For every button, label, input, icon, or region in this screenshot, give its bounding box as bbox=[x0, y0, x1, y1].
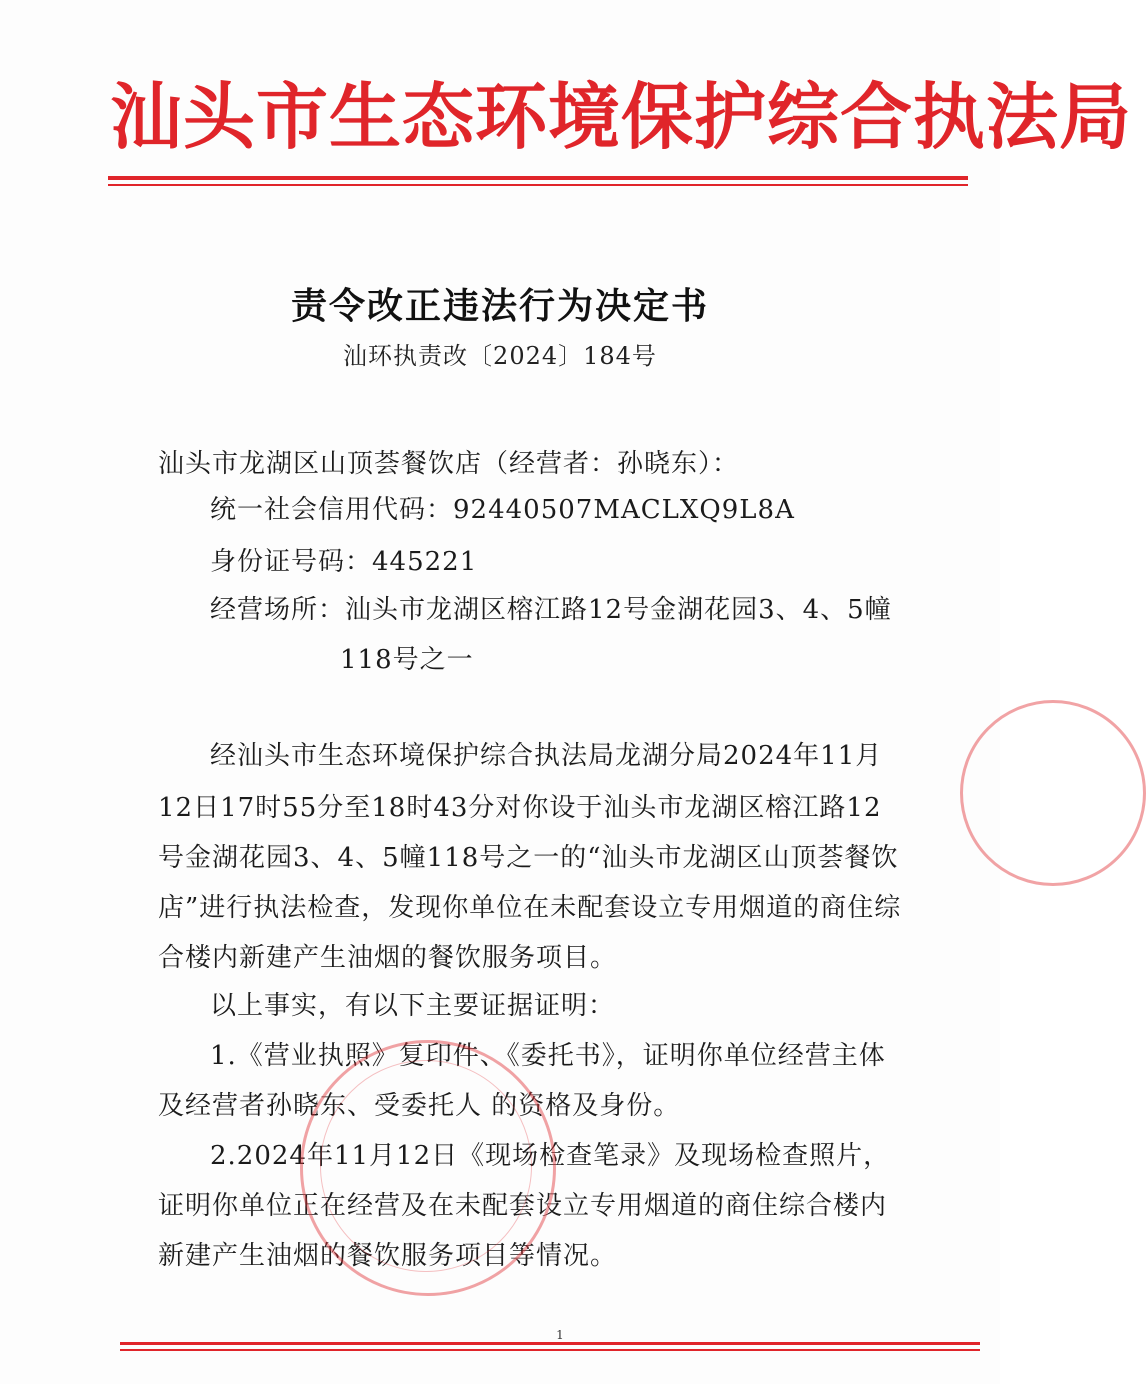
id-number: 身份证号码：445221 bbox=[210, 547, 478, 577]
paragraph-1-line: 合楼内新建产生油烟的餐饮服务项目。 bbox=[158, 943, 618, 973]
paragraph-3-line: 及经营者孙晓东、受委托人 的资格及身份。 bbox=[158, 1091, 681, 1121]
issuer-header: 汕头市生态环境保护综合执法局 bbox=[110, 75, 1133, 159]
credit-code: 统一社会信用代码：92440507MACLXQ9L8A bbox=[210, 495, 795, 525]
paragraph-1-line: 店”进行执法检查，发现你单位在未配套设立专用烟道的商住综 bbox=[158, 893, 902, 923]
paragraph-2-line: 以上事实，有以下主要证据证明： bbox=[210, 991, 616, 1021]
document-number: 汕环执责改〔2024〕184号 bbox=[343, 342, 657, 370]
footer-rule-thick bbox=[120, 1342, 980, 1345]
header-rule-thick bbox=[108, 176, 968, 180]
edge-seal-mark bbox=[960, 700, 1146, 886]
paragraph-4-line: 证明你单位正在经营及在未配套设立专用烟道的商住综合楼内 bbox=[158, 1191, 888, 1221]
paragraph-3-line: 1.《营业执照》复印件、《委托书》，证明你单位经营主体 bbox=[210, 1041, 886, 1071]
party-name: 汕头市龙湖区山顶荟餐饮店（经营者：孙晓东）： bbox=[158, 449, 740, 479]
header-rule-thin bbox=[108, 184, 968, 186]
page-number: 1 bbox=[540, 1328, 580, 1342]
address-line-1: 经营场所：汕头市龙湖区榕江路12号金湖花园3、4、5幢 bbox=[210, 595, 892, 625]
footer-rule-thin bbox=[120, 1349, 980, 1351]
paragraph-1-line: 经汕头市生态环境保护综合执法局龙湖分局2024年11月 bbox=[210, 741, 883, 771]
address-line-2: 118号之一 bbox=[340, 645, 474, 675]
paragraph-4-line: 2.2024年11月12日《现场检查笔录》及现场检查照片， bbox=[210, 1141, 891, 1171]
document-title: 责令改正违法行为决定书 bbox=[290, 285, 709, 327]
paragraph-4-line: 新建产生油烟的餐饮服务项目等情况。 bbox=[158, 1241, 618, 1271]
official-seal-inner-ring bbox=[320, 1060, 532, 1272]
paragraph-1-line: 号金湖花园3、4、5幢118号之一的“汕头市龙湖区山顶荟餐饮 bbox=[158, 843, 899, 873]
paragraph-1-line: 12日17时55分至18时43分对你设于汕头市龙湖区榕江路12 bbox=[158, 793, 882, 823]
